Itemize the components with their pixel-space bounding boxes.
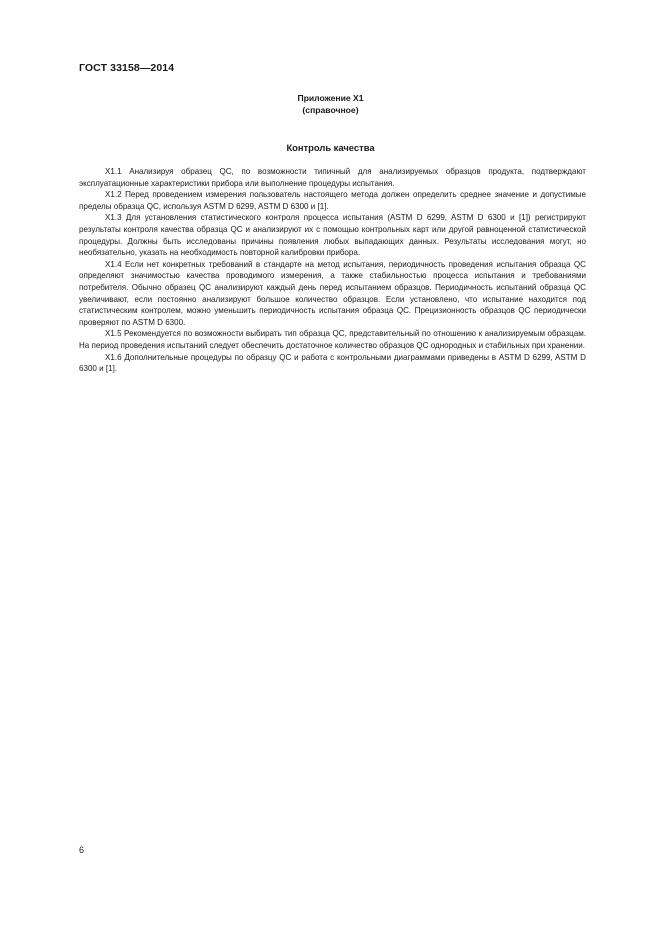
paragraph-x1-4: Х1.4 Если нет конкретных требований в стандарте на метод испытания, периодичность проведения испытания образца QC определяют значимостью качества проводимого измерения, а также стабильностью процесса испытания и требованиями потребителя. Обычно образец QC анализируют каждый день перед испытанием образцов. Периодичность испытаний образца QC увеличивают, если постоянно анализируют большое количество образцов. Если установлено, что испытание находится под статистическим контролем, можно уменьшить периодичность испытания образца QC. Прецизионность образцов QC периодически проверяют по ASTM D 6300. — [79, 259, 586, 327]
paragraph-x1-2: Х1.2 Перед проведением измерения пользователь настоящего метода должен определить среднее значение и допустимые пределы образца QC, используя ASTM D 6299, ASTM D 6300 и [1]. — [79, 190, 586, 211]
paragraph-x1-5: Х1.5 Рекомендуется по возможности выбирать тип образца QC, представительный по отношению к анализируемым образцам. На период проведения испытаний следует обеспечить достаточное количество образцов QC однородных и стабильных при хранении. — [79, 329, 586, 350]
appendix-heading — [79, 92, 582, 116]
appendix-title: Приложение Х1 — [297, 93, 364, 103]
standard-header: ГОСТ 33158—2014 — [79, 62, 175, 74]
page-number: 6 — [79, 845, 85, 855]
body-text — [79, 166, 586, 375]
paragraph-x1-6: Х1.6 Дополнительные процедуры по образцу QC и работа с контрольными диаграммами приведены в ASTM D 6299, ASTM D 6300 и [1]. — [79, 352, 586, 374]
paragraph-x1-1: Х1.1 Анализируя образец QC, по возможности типичный для анализируемых образцов продукта, подтверждают эксплуатационные характеристики прибора или выполнение процедуры испытания. — [79, 167, 586, 188]
section-title: Контроль качества — [286, 142, 375, 153]
paragraph-x1-3: Х1.3 Для установления статистического контроля процесса испытания (ASTM D 6299, ASTM D 6300 и [1]) регистрируют результаты контроля качества образца QC и анализируют их с помощью контрольных карт или другой равноценной статистической процедуры. Должны быть исследованы причины появления любых выпадающих данных. Результаты исследования могут, но необязательно, указать на необходимость повторной калибровки прибора. — [79, 213, 586, 258]
appendix-subtitle: (справочное) — [302, 105, 359, 115]
